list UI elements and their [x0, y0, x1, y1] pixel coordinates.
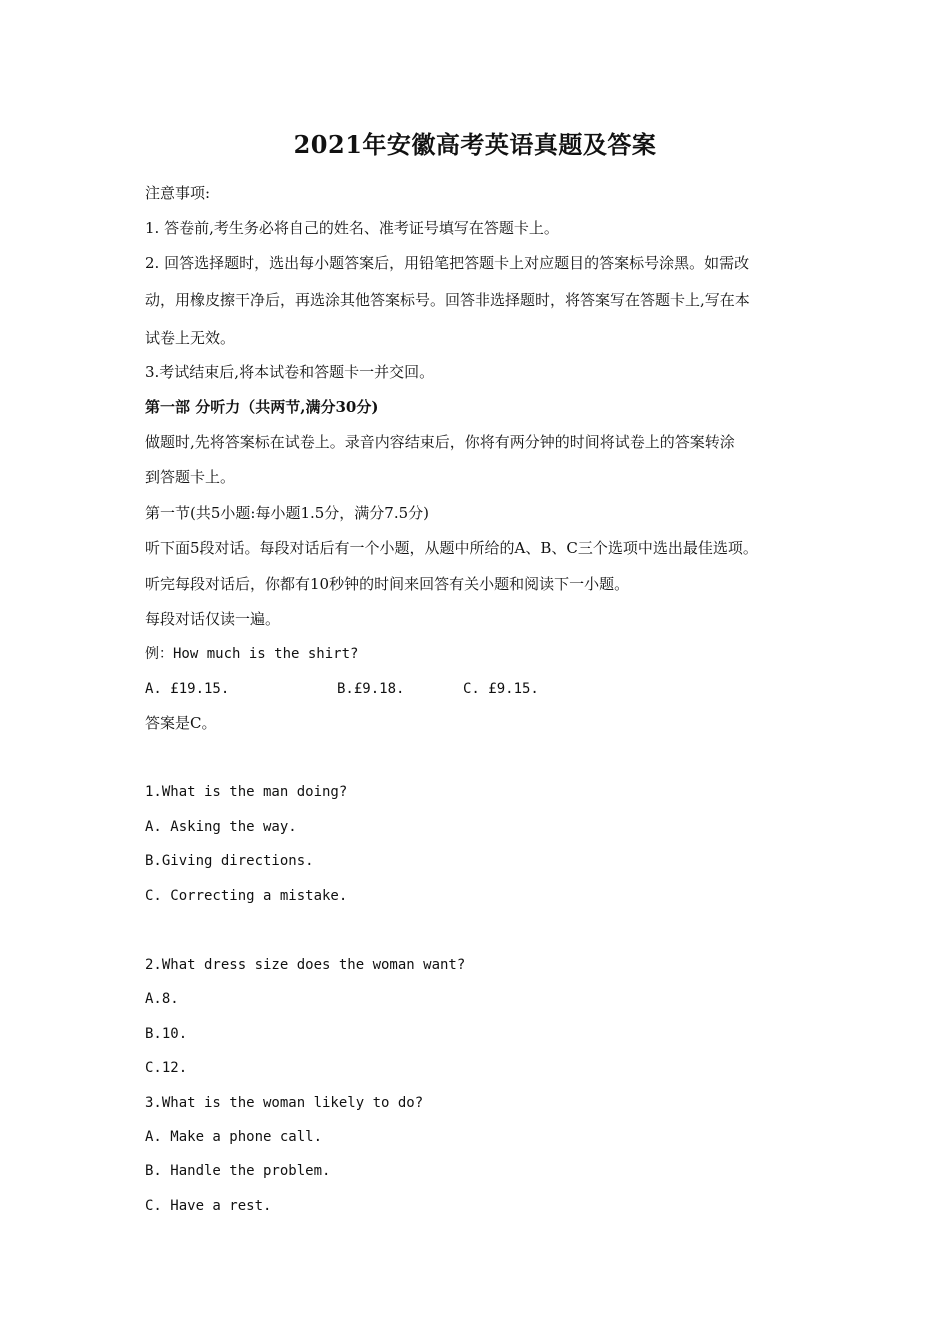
notice-item-3: 3.考试结束后,将本试卷和答题卡一并交回。 [145, 363, 435, 381]
question-2-option-c: C.12. [145, 1060, 188, 1076]
section1-instruction-line-2: 听完每段对话后，你都有10秒钟的时间来回答有关小题和阅读下一小题。 [145, 575, 630, 593]
question-2-option-b: B.10. [145, 1026, 188, 1042]
notice-item-1: 1. 答卷前,考生务必将自己的姓名、准考证号填写在答题卡上。 [145, 219, 559, 237]
question-3: 3.What is the woman likely to do? [145, 1095, 424, 1111]
question-3-option-b: B. Handle the problem. [145, 1163, 331, 1179]
question-2: 2.What dress size does the woman want? [145, 957, 466, 973]
notice-item-2-line-3: 试卷上无效。 [145, 329, 236, 347]
example-answer: 答案是C。 [145, 714, 217, 732]
question-1-option-a: A. Asking the way. [145, 819, 297, 835]
document-title: 2021年安徽高考英语真题及答案 [293, 130, 657, 159]
example-option-a: A. £19.15. [145, 681, 230, 697]
notice-item-2-line-2: 动，用橡皮擦干净后，再选涂其他答案标号。回答非选择题时，将答案写在答题卡上,写在本 [145, 291, 750, 309]
section1-instruction-line-3: 每段对话仅读一遍。 [145, 610, 281, 628]
notice-heading: 注意事项: [145, 184, 211, 202]
example-option-b: B.£9.18. [337, 681, 405, 697]
question-3-option-a: A. Make a phone call. [145, 1129, 323, 1145]
notice-item-2-line-1: 2. 回答选择题时，选出每小题答案后，用铅笔把答题卡上对应题目的答案标号涂黑。如需改 [145, 254, 750, 272]
question-3-option-c: C. Have a rest. [145, 1198, 272, 1214]
section1-instruction-line-1: 听下面5段对话。每段对话后有一个小题，从题中所给的A、B、C三个选项中选出最佳选项。 [145, 539, 758, 557]
question-1-option-b: B.Giving directions. [145, 853, 314, 869]
section1-heading: 第一节(共5小题:每小题1.5分，满分7.5分) [145, 504, 430, 522]
part1-instruction-line-2: 到答题卡上。 [145, 468, 236, 486]
example-options [145, 679, 665, 699]
part1-heading: 第一部 分听力（共两节,满分30分) [145, 398, 379, 416]
example-question: 例：How much is the shirt? [145, 646, 359, 662]
part1-instruction-line-1: 做题时,先将答案标在试卷上。录音内容结束后，你将有两分钟的时间将试卷上的答案转涂 [145, 433, 735, 451]
example-option-c: C. £9.15. [463, 681, 539, 697]
question-1: 1.What is the man doing? [145, 784, 348, 800]
question-2-option-a: A.8. [145, 991, 179, 1007]
question-1-option-c: C. Correcting a mistake. [145, 888, 348, 904]
